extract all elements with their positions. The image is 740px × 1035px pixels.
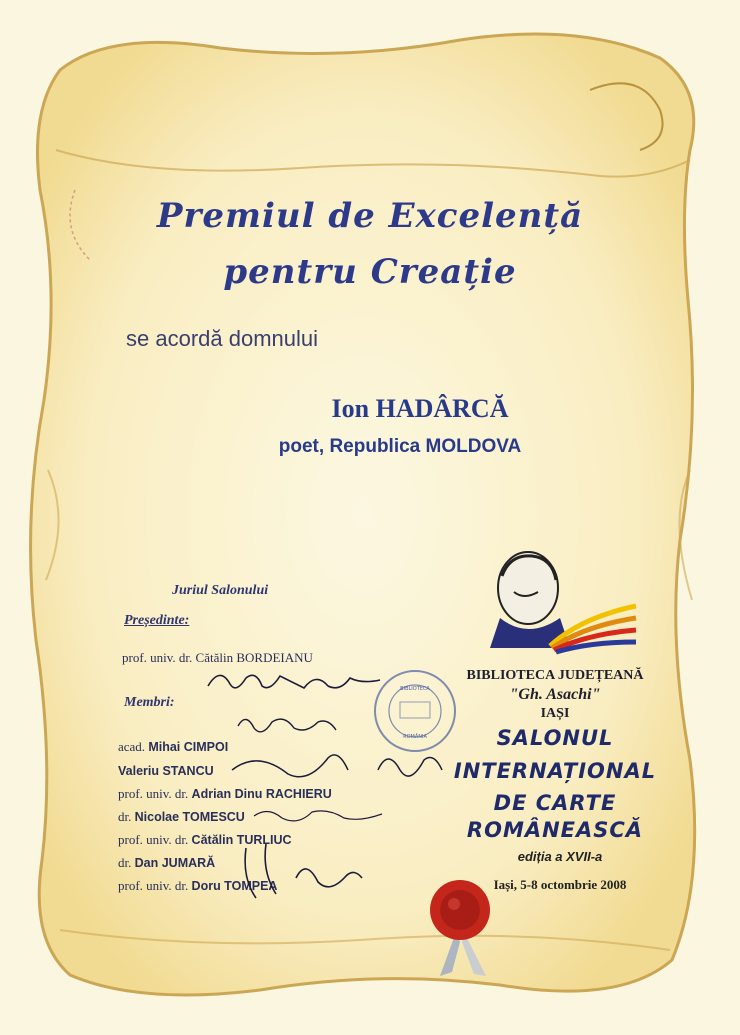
signature-tomescu — [248, 800, 388, 830]
library-logo — [480, 548, 640, 664]
jury-member: prof. univ. dr. Doru TOMPEA — [118, 878, 278, 893]
library-subtitle: "Gh. Asachi" — [509, 686, 601, 703]
jury-member: dr. Nicolae TOMESCU — [118, 809, 245, 824]
signature-bordeianu — [200, 662, 390, 702]
edition-text: ediția a XVII-a — [517, 849, 603, 864]
library-name: BIBLIOTECA JUDEȚEANĂ — [466, 668, 644, 683]
library-city: IAȘI — [540, 706, 570, 721]
salon-line3: DE CARTE — [493, 791, 617, 815]
award-title-line1: Premiul de Excelență — [156, 196, 584, 236]
jury-member: Valeriu STANCU — [118, 764, 214, 778]
president-name: prof. univ. dr. Cătălin BORDEIANU — [122, 650, 313, 665]
recipient-name: Ion HADÂRCĂ — [331, 394, 509, 423]
signature-cimpoi — [232, 708, 342, 742]
signature-jumara-tompea — [236, 838, 366, 908]
members-label: Membri: — [124, 695, 175, 710]
award-title-line2: pentru Creație — [223, 252, 517, 292]
president-label: Președinte: — [124, 613, 190, 628]
svg-text:BIBLIOTECA: BIBLIOTECA — [400, 686, 430, 692]
salon-line2: INTERNAȚIONAL — [453, 759, 657, 783]
jury-member: prof. univ. dr. Adrian Dinu RACHIERU — [118, 786, 332, 801]
event-dates: Iași, 5-8 octombrie 2008 — [493, 877, 627, 892]
jury-member: acad. Mihai CIMPOI — [118, 739, 229, 754]
salon-line1: SALONUL — [496, 726, 614, 750]
lead-text: se acordă domnului — [126, 326, 319, 351]
jury-member: dr. Dan JUMARĂ — [118, 855, 216, 870]
svg-text:ROMÂNIA: ROMÂNIA — [403, 734, 427, 740]
recipient-role: poet, Republica MOLDOVA — [278, 436, 522, 457]
jury-member: prof. univ. dr. Cătălin TURLIUC — [118, 832, 292, 847]
salon-line4: ROMÂNEASCĂ — [466, 818, 644, 842]
jury-heading: Juriul Salonului — [172, 583, 269, 598]
